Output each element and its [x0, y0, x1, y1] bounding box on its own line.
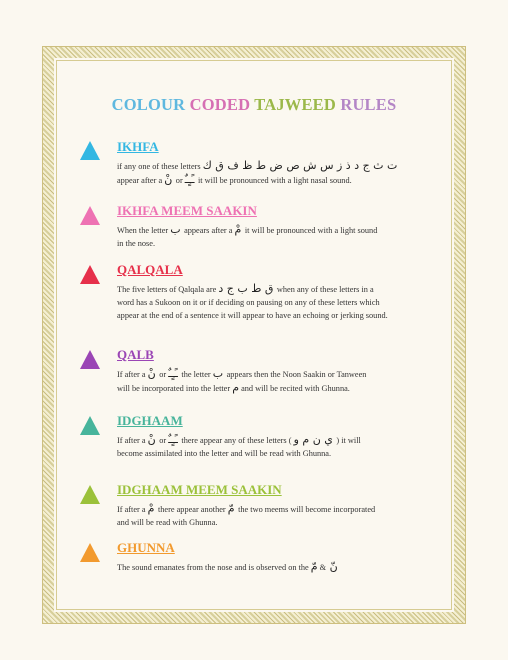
description-line	[117, 159, 452, 173]
description-text: in the nose.	[117, 239, 156, 248]
description-text: and will be recited with Ghunna.	[241, 384, 350, 393]
rule-heading: QALQALA	[117, 262, 183, 277]
rule-description	[117, 367, 452, 395]
description-text: when any of these letters in a	[276, 285, 374, 294]
page-title	[0, 95, 508, 115]
description-text: there appear another	[157, 505, 226, 514]
arabic-letters: نّ	[326, 560, 338, 573]
rule-heading: QALB	[117, 347, 154, 362]
description-line	[117, 173, 452, 187]
description-line	[117, 447, 452, 460]
arabic-letters: ت ث ج د ذ ز س ش ص ض ط ظ ف ق ك	[202, 159, 398, 172]
description-line	[117, 296, 452, 309]
description-text: or	[159, 436, 167, 445]
description-text: When the letter	[117, 226, 169, 235]
description-line	[117, 433, 452, 447]
triangle-icon	[80, 206, 100, 225]
arabic-letters: مْ	[147, 502, 158, 515]
rule-heading: IKHFA MEEM SAAKIN	[117, 203, 257, 218]
description-text: The five letters of Qalqala are	[117, 285, 217, 294]
rule-description	[117, 282, 452, 322]
title-word-1: COLOUR	[111, 95, 186, 114]
arabic-letters: ـًـٍـٌ	[184, 173, 198, 186]
description-text: it will be pronounced with a light sound	[244, 226, 378, 235]
description-line	[117, 237, 452, 250]
description-text: become assimilated into the letter and will be read with Ghunna.	[117, 449, 332, 458]
description-text: or	[159, 370, 167, 379]
arabic-letters: مّ	[310, 560, 318, 573]
description-text: or	[175, 176, 185, 185]
rule-description	[117, 502, 452, 529]
description-text: &	[319, 563, 327, 572]
triangle-icon	[80, 141, 100, 160]
triangle-icon	[80, 265, 100, 284]
rule-description	[117, 560, 452, 574]
arabic-letters: ب	[170, 223, 185, 236]
description-text: it will be pronounced with a light nasal sound.	[197, 176, 352, 185]
description-text: the letter	[181, 370, 211, 379]
rule-description	[117, 433, 452, 460]
description-text: word has a Sukoon on it or if deciding on pausing on any of these letters which	[117, 298, 380, 307]
arabic-letters: ق ط ب ج د	[218, 282, 277, 295]
description-text: appear after a	[117, 176, 163, 185]
title-word-2: CODED	[189, 95, 251, 114]
title-word-4: RULES	[340, 95, 397, 114]
rule-description	[117, 159, 452, 187]
description-line	[117, 367, 452, 381]
description-text: appear at the end of a sentence it will appear to have an echoing or jerking sound.	[117, 311, 388, 320]
arabic-letters: ي ن م و	[293, 433, 337, 446]
description-line	[117, 223, 452, 237]
description-line	[117, 502, 452, 516]
description-line	[117, 309, 452, 322]
arabic-letters: نْ	[147, 367, 160, 380]
triangle-icon	[80, 350, 100, 369]
description-text: and will be read with Ghunna.	[117, 518, 218, 527]
arabic-letters: نْ	[164, 173, 176, 186]
title-word-3: TAJWEED	[254, 95, 336, 114]
description-text: If after a	[117, 505, 146, 514]
rule-heading: IKHFA	[117, 139, 159, 154]
description-text: ) it will	[336, 436, 361, 445]
rule-description	[117, 223, 452, 250]
description-line	[117, 560, 452, 574]
rule-heading: IDGHAAM	[117, 413, 183, 428]
description-text: If after a	[117, 370, 146, 379]
description-text: the two meems will become incorporated	[238, 505, 376, 514]
description-line	[117, 282, 452, 296]
description-text: there appear any of these letters (	[181, 436, 292, 445]
description-line	[117, 516, 452, 529]
triangle-icon	[80, 543, 100, 562]
arabic-letters: ـًـٍـٌ	[168, 367, 182, 380]
triangle-icon	[80, 485, 100, 504]
description-text: appears after a	[184, 226, 233, 235]
arabic-letters: نْ	[147, 433, 160, 446]
description-text: will be incorporated into the letter	[117, 384, 231, 393]
arabic-letters: م	[232, 381, 240, 394]
rule-heading: IDGHAAM MEEM SAAKIN	[117, 482, 282, 497]
description-text: if any one of these letters	[117, 162, 201, 171]
description-text: appears then the Noon Saakin or Tanween	[226, 370, 367, 379]
decorative-border	[42, 46, 466, 624]
arabic-letters: مْ	[234, 223, 245, 236]
triangle-icon	[80, 416, 100, 435]
description-line	[117, 381, 452, 395]
rule-heading: GHUNNA	[117, 540, 175, 555]
arabic-letters: مّ	[227, 502, 239, 515]
description-text: The sound emanates from the nose and is observed on the	[117, 563, 309, 572]
arabic-letters: ب	[212, 367, 227, 380]
description-text: If after a	[117, 436, 146, 445]
arabic-letters: ـًـٍـٌ	[168, 433, 182, 446]
